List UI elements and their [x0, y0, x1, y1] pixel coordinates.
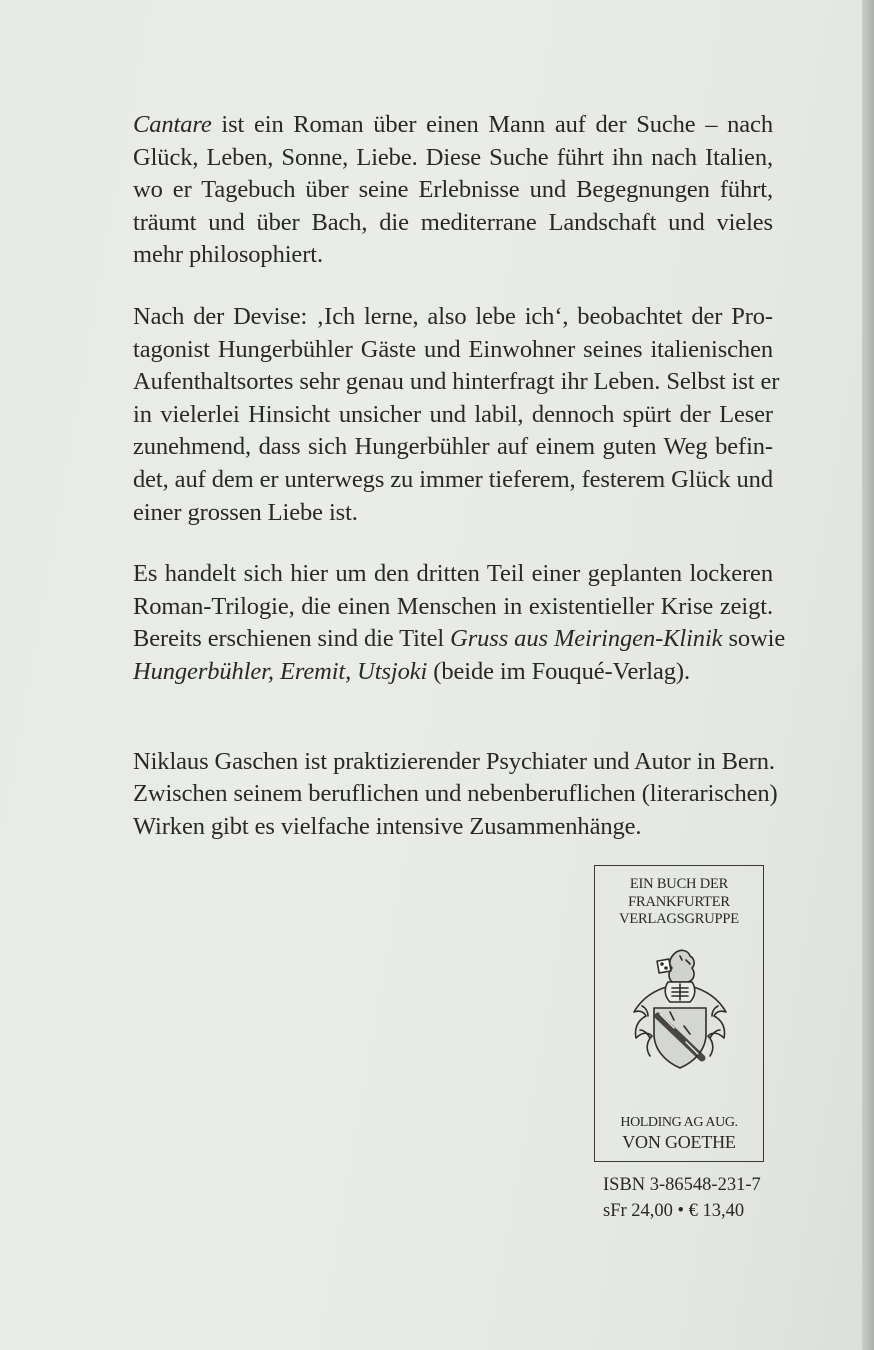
- isbn-number: ISBN 3-86548-231-7: [603, 1175, 761, 1195]
- heraldic-crest-icon: [624, 946, 736, 1074]
- publisher-imprint-box: [594, 865, 764, 1162]
- publisher-line: EIN BUCH DER: [629, 876, 729, 892]
- blurb-line: Niklaus Gaschen ist praktizierender Psychiater und Autor in Bern.: [133, 747, 775, 775]
- blurb-line-text: Bereits erschienen sind die Titel: [133, 625, 451, 653]
- blurb-line: Es handelt sich hier um den dritten Teil einer geplanten lockeren: [133, 560, 773, 588]
- blurb-line: [133, 623, 786, 656]
- blurb-paragraph-1: [133, 109, 773, 272]
- price-label: sFr 24,00 • € 13,40: [603, 1201, 745, 1221]
- publisher-line: VERLAGSGRUPPE: [619, 911, 739, 927]
- blurb-line: zunehmend, dass sich Hungerbühler auf einem guten Weg befin-: [133, 433, 773, 461]
- blurb-line: träumt und über Bach, die mediterrane Landschaft und vieles: [133, 208, 773, 236]
- blurb-line-text: ist ein Roman über einen Mann auf der Suche – nach: [211, 111, 773, 138]
- blurb-line: Zwischen seinem beruflichen und nebenberuflichen (literarischen): [133, 780, 778, 808]
- publisher-holding: [595, 1114, 763, 1151]
- page-edge: [862, 0, 874, 1350]
- blurb-line: Nach der Devise: ‚Ich lerne, also lebe ich‘, beobachtet der Pro-: [133, 302, 773, 330]
- blurb-line: det, auf dem er unterwegs zu immer tieferem, festerem Glück und: [133, 465, 773, 493]
- blurb-line: einer grossen Liebe ist.: [133, 498, 358, 526]
- blurb-line: [133, 656, 773, 689]
- publisher-line: FRANKFURTER: [628, 893, 730, 910]
- blurb-text: [133, 109, 786, 843]
- blurb-line: Roman-Trilogie, die einen Menschen in existentieller Krise zeigt.: [133, 592, 773, 620]
- publisher-holding-name: VON GOETHE: [622, 1131, 736, 1152]
- blurb-paragraph-2: [133, 301, 780, 529]
- blurb-line-text: sowie: [722, 625, 786, 653]
- previous-title-2: Hungerbühler, Eremit, Utsjoki: [133, 657, 428, 685]
- blurb-line: Wirken gibt es vielfache intensive Zusammenhänge.: [133, 812, 642, 840]
- author-bio: [133, 746, 778, 844]
- book-title-italic: Cantare: [133, 111, 212, 138]
- publisher-name: [595, 876, 763, 929]
- blurb-line-text: (beide im Fouqué-Verlag).: [427, 657, 690, 685]
- previous-title-1: Gruss aus Meiringen-Klinik: [450, 625, 723, 653]
- blurb-line: wo er Tagebuch über seine Erlebnisse und Begegnungen führt,: [133, 176, 773, 204]
- blurb-line: Glück, Leben, Sonne, Liebe. Diese Suche führt ihn nach Italien,: [133, 143, 773, 171]
- blurb-line: mehr philosophiert.: [133, 241, 323, 269]
- isbn-price-block: [603, 1172, 773, 1224]
- blurb-line: [133, 109, 773, 142]
- blurb-line: in vielerlei Hinsicht unsicher und labil, dennoch spürt der Leser: [133, 400, 773, 428]
- blurb-line: tagonist Hungerbühler Gäste und Einwohner seines italienischen: [133, 335, 773, 363]
- blurb-paragraph-3: [133, 558, 786, 688]
- blurb-line: Aufenthaltsortes sehr genau und hinterfragt ihr Leben. Selbst ist er: [133, 368, 780, 396]
- publisher-holding-line: HOLDING AG AUG.: [620, 1115, 738, 1130]
